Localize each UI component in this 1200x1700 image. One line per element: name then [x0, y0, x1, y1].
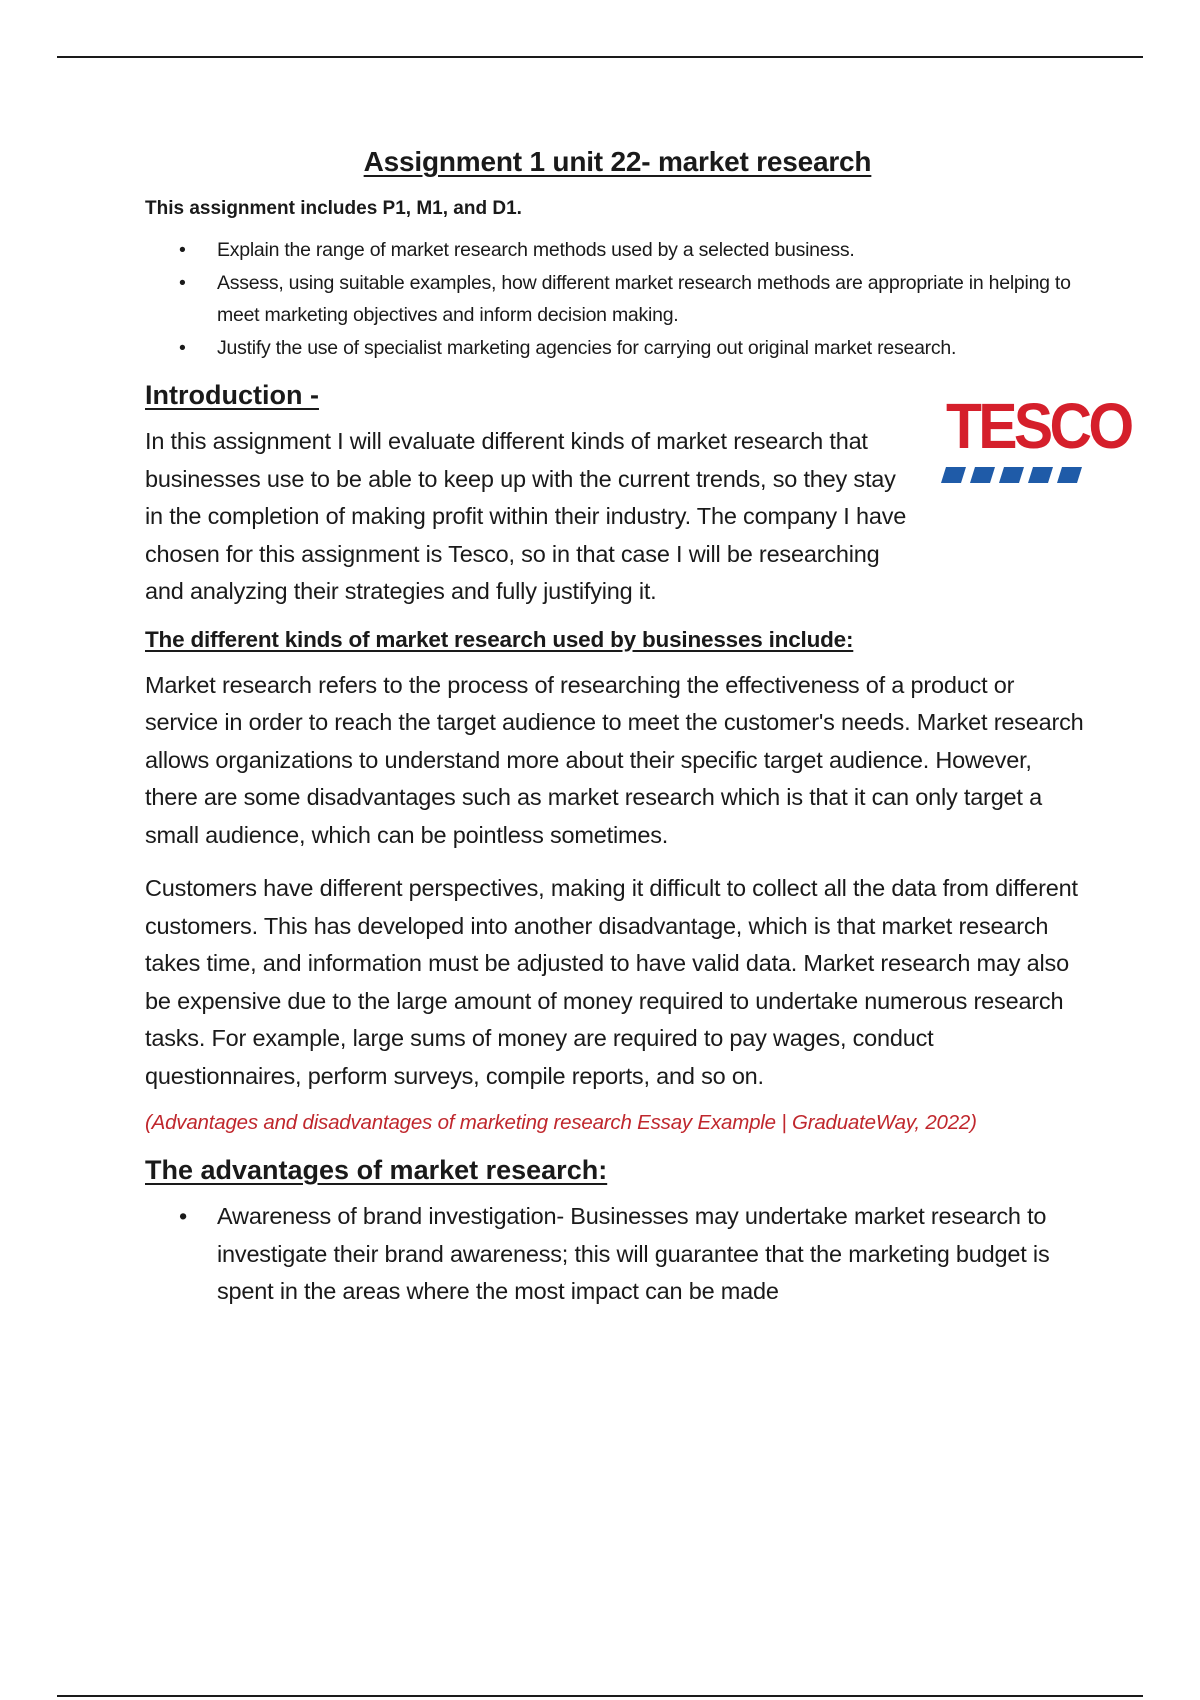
includes-line: This assignment includes P1, M1, and D1. [145, 198, 522, 219]
list-item-text: Justify the use of specialist marketing agencies for carrying out original market research. [217, 336, 957, 359]
introduction-paragraph-lead [145, 423, 915, 611]
introduction-heading: Introduction - [145, 380, 319, 410]
objectives-list [145, 234, 1090, 364]
header-rule [57, 56, 1143, 58]
kinds-heading: The different kinds of market research used by businesses include: [145, 626, 854, 652]
document-body [145, 146, 1131, 1311]
bullet-icon: • [179, 239, 186, 261]
advantages-heading: The advantages of market research: [145, 1155, 608, 1185]
list-item-text: Explain the range of market research methods used by a selected business. [217, 239, 855, 261]
list-item [145, 332, 1090, 365]
tesco-logo [940, 390, 1131, 489]
bullet-icon: • [179, 336, 186, 359]
citation: (Advantages and disadvantages of marketing research Essay Example | GraduateWay, 2022) [145, 1111, 977, 1134]
document-title: Assignment 1 unit 22- market research [363, 146, 872, 177]
list-item-text: Assess, using suitable examples, how different market research methods are appropriate in helping to meet marketing objectives and inform decision making. [217, 271, 1071, 326]
introduction-paragraph: In this assignment I will evaluate different kinds of market research that businesses use to be able to keep up with the current trends, so they stay in the completion of making profit within their industry. The company I have chosen for this assignment is Tesco, so in that case I will be researching and analyzing their strategies and fully justifying it. [145, 428, 907, 604]
bullet-icon: • [179, 1203, 188, 1229]
list-item [145, 267, 1090, 332]
list-item-text: Awareness of brand investigation- Businesses may undertake market research to investigate their brand awareness; this will guarantee that the marketing budget is spent in the areas where the most impact can be made [217, 1203, 1050, 1304]
footer-rule [57, 1695, 1143, 1697]
advantages-list [145, 1198, 1090, 1311]
market-research-paragraph: Market research refers to the process of researching the effectiveness of a product or service in order to reach the target audience to meet the customer's needs. Market research allows organizations to understand more about their specific target audience. However, there are some disadvantages such as market research which is that it can only target a small audience, which can be pointless sometimes. [145, 671, 1084, 848]
disadvantages-paragraph: Customers have different perspectives, making it difficult to collect all the data from different customers. This has developed into another disadvantage, which is that market research takes time, and information must be adjusted to have valid data. Market research may also be expensive due to the large amount of money required to undertake numerous research tasks. For example, large sums of money are required to pay wages, conduct questionnaires, perform surveys, compile reports, and so on. [145, 875, 1078, 1089]
list-item [145, 1198, 1090, 1311]
bullet-icon: • [179, 271, 186, 294]
logo-stripes-icon [940, 467, 1090, 483]
logo-wordmark: TESCO [946, 390, 1131, 462]
list-item [145, 234, 1090, 267]
